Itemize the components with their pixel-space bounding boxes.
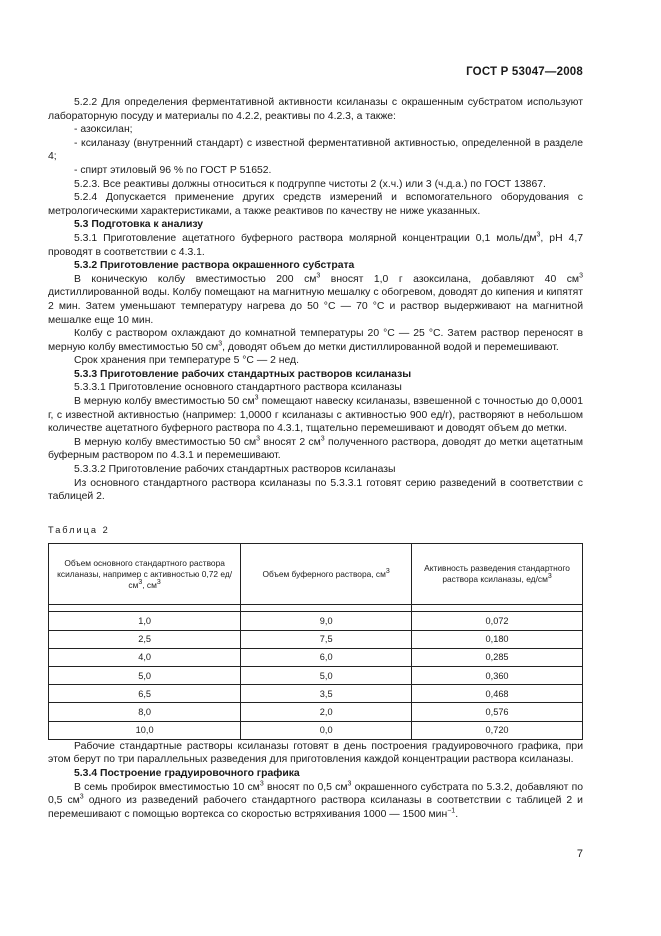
paragraph: Срок хранения при температуре 5 °С — 2 нед.	[74, 355, 300, 367]
paragraph: 5.3.3.2 Приготовление рабочих стандартных растворов ксиланазы	[74, 464, 396, 476]
table-row: 4,0 6,0 0,285	[49, 648, 583, 666]
list-item: - спирт этиловый 96 % по ГОСТ Р 51652.	[74, 164, 272, 176]
paragraph: 5.3.3.1 Приготовление основного стандартного раствора ксиланазы	[74, 382, 402, 394]
list-item: - ксиланазу (внутренний стандарт) с известной ферментативной активностью, определенной в разделе 4;	[48, 137, 583, 163]
page-header: ГОСТ Р 53047—2008	[466, 66, 583, 78]
paragraph: 5.2.4 Допускается применение других средств измерений и вспомогательного оборудования с метрологическими характеристиками, а также реактивов по качеству не ниже указанных.	[48, 192, 583, 217]
section-heading: 5.3 Подготовка к анализу	[74, 219, 204, 231]
column-header: Объем буферного раствора, $см^3$	[241, 544, 412, 605]
document-body	[48, 96, 583, 821]
paragraph: В семь пробирок вместимостью 10 $см^3$ вносят по 0,5 $см^3$ окрашенного субстрата по 5.3.2, добавляют по 0,5 $см^3$ одного из разведений рабочего стандартного раствора ксиланазы в соответствии с таблицей 2 и перемешивают с помощью вортекса со скоростью встряхивания 1000 — 1500 мин$^{-1}$.	[48, 780, 583, 820]
column-header: Активность разведения стандартного раствора ксиланазы, $ед/см^3$	[412, 544, 583, 605]
column-header: Объем основного стандартного раствора ксиланазы, например с активностью 0,72 $ед/см^3$, $см^3$	[49, 544, 241, 605]
table-caption: Таблица 2	[48, 524, 110, 535]
table-row: 2,5 7,5 0,180	[49, 630, 583, 648]
table-row: 6,5 3,5 0,468	[49, 685, 583, 703]
paragraph: 5.2.3. Все реактивы должны относиться к подгруппе чистоты 2 (х.ч.) или 3 (ч.д.а.) по ГОСТ 13867.	[74, 178, 546, 190]
section-heading: 5.3.2 Приготовление раствора окрашенного субстрата	[74, 260, 355, 272]
paragraph: В мерную колбу вместимостью 50 $см^3$ помещают навеску ксиланазы, взвешенной с точностью до 0,0001 г, с известной активностью (например: 1,0000 г ксиланазы с активностью 900 ед/г), растворяют в небольшом количестве ацетатного буферного раствора по 4.3.1, тщательно перемешивают и доводят объем до метки.	[48, 394, 583, 435]
list-item: - азоксилан;	[74, 124, 133, 136]
paragraph: Колбу с раствором охлаждают до комнатной температуры 20 °С — 25 °С. Затем раствор переносят в мерную колбу вместимостью 50 $см^3$, доводят объем до метки дистиллированной водой и перемешивают.	[48, 328, 583, 353]
paragraph: 5.2.2 Для определения ферментативной активности ксиланазы с окрашенным субстратом используют лабораторную посуду и материалы по 4.2.2, реактивы по 4.2.3, а также:	[48, 97, 583, 122]
paragraph: В мерную колбу вместимостью 50 $см^3$ вносят 2 $см^3$ полученного раствора, доводят до метки ацетатным буферным раствором по 4.3.1 и перемешивают.	[48, 435, 583, 462]
table-2	[48, 543, 583, 739]
paragraph: В коническую колбу вместимостью 200 $см^3$ вносят 1,0 г азоксилана, добавляют 40 $см^3$ дистиллированной воды. Колбу помещают на магнитную мешалку с обогревом, доводят до кипения и кипятят 2 мин. Затем уменьшают температуру нагрева до 50 °С — 70 °С и раствор выдерживают на магнитной мешалке еще 10 мин.	[48, 272, 583, 326]
table-spacer-row	[49, 605, 583, 612]
page-number: 7	[576, 848, 583, 860]
table-row: 1,0 9,0 0,072	[49, 612, 583, 630]
table-row: 8,0 2,0 0,576	[49, 703, 583, 721]
table-header-row	[49, 544, 583, 605]
table-row: 10,0 0,0 0,720	[49, 721, 583, 739]
paragraph: Рабочие стандартные растворы ксиланазы готовят в день построения градуировочного графика, при этом берут по три параллельных разведения для приготовления каждой концентрации раствора ксиланазы.	[48, 740, 583, 766]
section-heading: 5.3.4 Построение градуировочного графика	[74, 767, 300, 779]
paragraph: 5.3.1 Приготовление ацетатного буферного раствора молярной концентрации 0,1 моль/$дм^3$, pH 4,7 проводят в соответствии с 4.3.1.	[48, 231, 584, 258]
section-heading: 5.3.3 Приготовление рабочих стандартных растворов ксиланазы	[74, 368, 412, 380]
paragraph: Из основного стандартного раствора ксиланазы по 5.3.3.1 готовят серию разведений в соответствии с таблицей 2.	[48, 477, 583, 503]
table-row: 5,0 5,0 0,360	[49, 666, 583, 684]
